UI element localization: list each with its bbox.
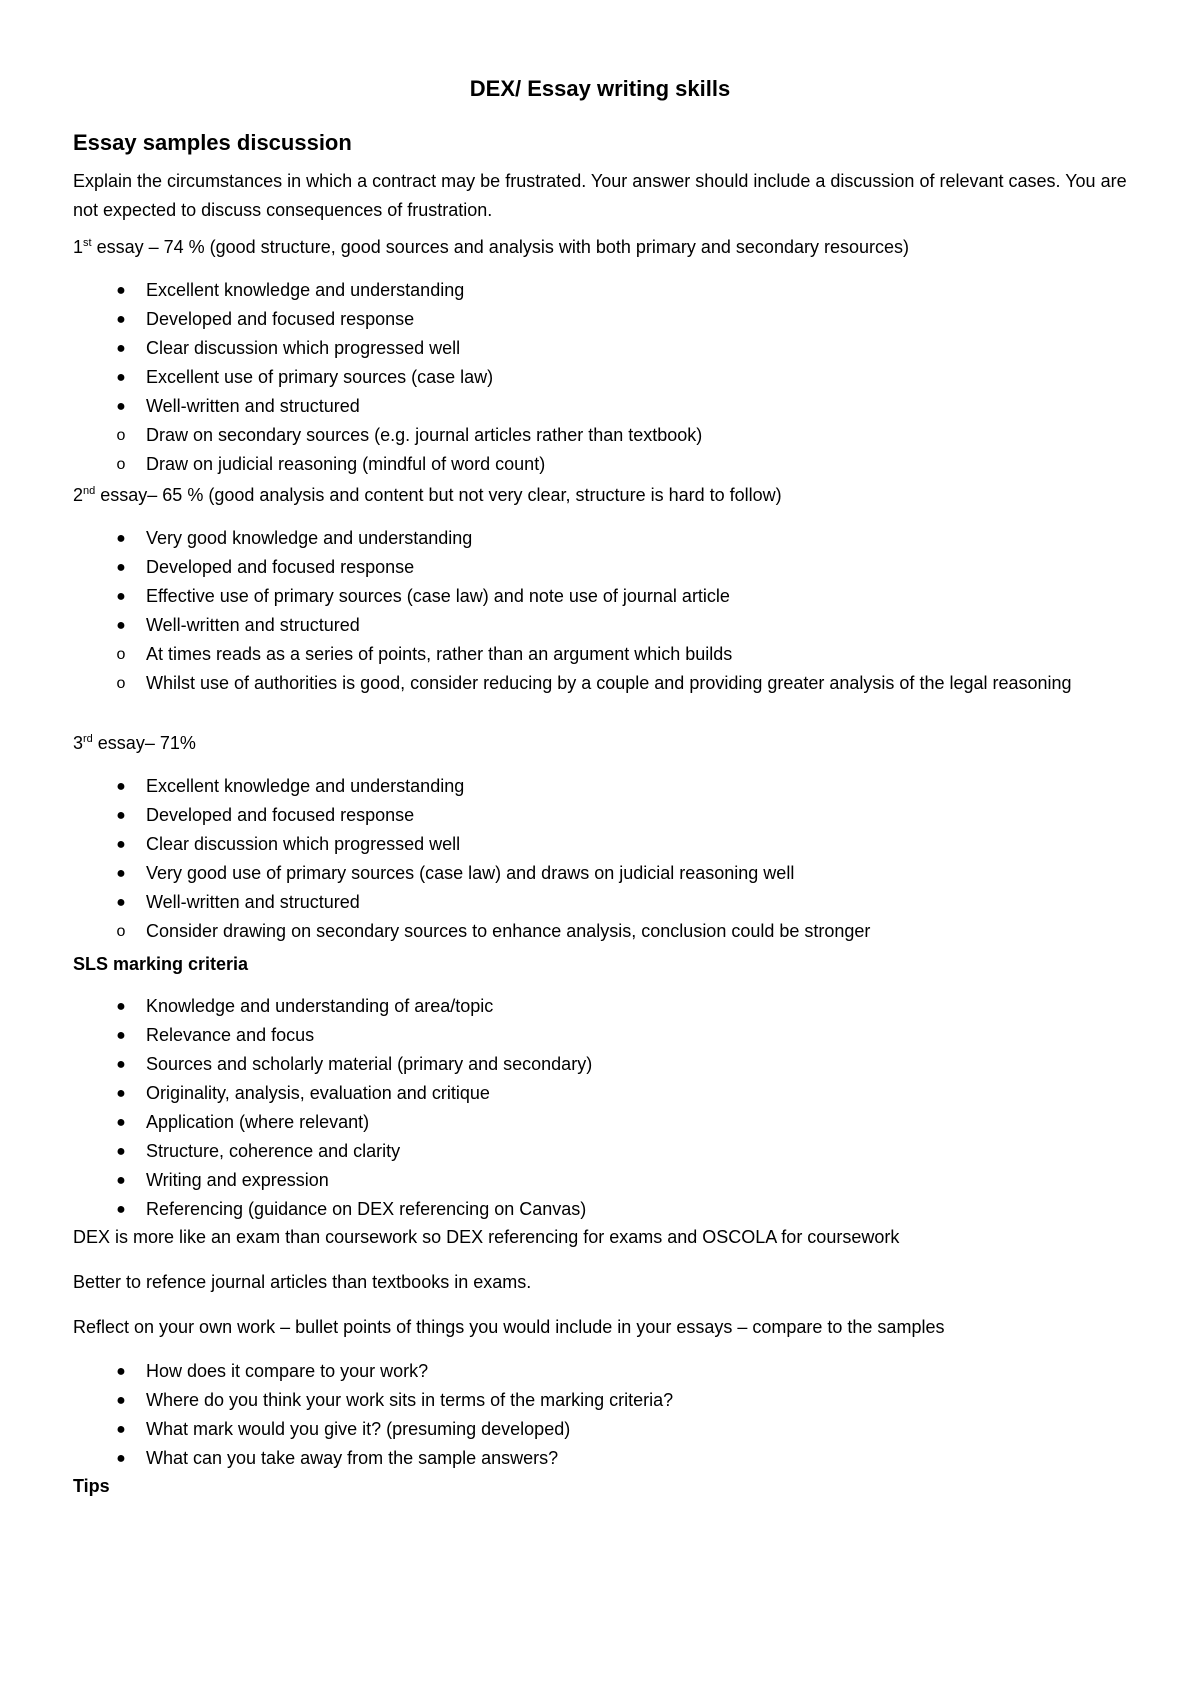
bullet-icon: ●	[116, 1450, 126, 1467]
list-item	[73, 582, 1133, 611]
list-item	[73, 669, 1133, 698]
list-item	[73, 772, 1133, 801]
list-item	[73, 1021, 1133, 1050]
bullet-icon: ●	[116, 1114, 126, 1131]
list-item	[73, 421, 1133, 450]
list-item	[73, 553, 1133, 582]
essay-1-points	[73, 276, 1133, 479]
list-item-text: Well-written and structured	[146, 615, 360, 635]
list-item-text: Relevance and focus	[146, 1025, 315, 1045]
bullet-icon: ●	[116, 559, 126, 576]
list-item-text: Whilst use of authorities is good, consider reducing by a couple and providing greater analysis of the legal reasoning	[146, 673, 1072, 693]
circle-bullet-icon: o	[116, 456, 126, 473]
list-item	[73, 859, 1133, 888]
section-heading: Essay samples discussion	[73, 130, 352, 155]
essay-1-summary-text: essay – 74 % (good structure, good sources and analysis with both primary and secondary resources)	[91, 237, 909, 257]
bullet-icon: ●	[116, 998, 126, 1015]
reflect-paragraph: Reflect on your own work – bullet points of things you would include in your essays – compare to the samples	[73, 1317, 945, 1337]
list-item	[73, 1386, 1133, 1415]
list-item	[73, 1357, 1133, 1386]
essay-2-summary	[73, 481, 1133, 510]
list-item-text: Well-written and structured	[146, 396, 360, 416]
list-item	[73, 392, 1133, 421]
list-item	[73, 1415, 1133, 1444]
bullet-icon: ●	[116, 865, 126, 882]
bullet-icon: ●	[116, 836, 126, 853]
list-item	[73, 1195, 1133, 1224]
essay-3-feedback	[73, 772, 1133, 946]
list-item-text: How does it compare to your work?	[146, 1361, 429, 1381]
bullet-icon: ●	[116, 282, 126, 299]
criteria-list	[73, 992, 1133, 1224]
list-item	[73, 640, 1133, 669]
list-item	[73, 524, 1133, 553]
reflect-questions	[73, 1357, 1133, 1473]
bullet-icon: ●	[116, 1056, 126, 1073]
list-item	[73, 1050, 1133, 1079]
bullet-icon: ●	[116, 369, 126, 386]
essay-1-ordinal: 1	[73, 237, 84, 257]
bullet-icon: ●	[116, 398, 126, 415]
list-item-text: Referencing (guidance on DEX referencing on Canvas)	[146, 1199, 587, 1219]
list-item	[73, 276, 1133, 305]
list-item-text: What mark would you give it? (presuming developed)	[146, 1419, 571, 1439]
list-item-text: Where do you think your work sits in terms of the marking criteria?	[146, 1390, 674, 1410]
list-item-text: Clear discussion which progressed well	[146, 834, 461, 854]
essay-3-summary	[73, 729, 1133, 758]
bullet-icon: ●	[116, 1392, 126, 1409]
reflect-questions-block	[73, 1357, 1133, 1473]
tips-heading: Tips	[73, 1476, 110, 1496]
criteria-heading: SLS marking criteria	[73, 954, 249, 974]
list-item	[73, 830, 1133, 859]
list-item-text: Well-written and structured	[146, 892, 360, 912]
list-item-text: Draw on secondary sources (e.g. journal articles rather than textbook)	[146, 425, 703, 445]
bullet-icon: ●	[116, 617, 126, 634]
circle-bullet-icon: o	[116, 923, 126, 940]
list-item	[73, 611, 1133, 640]
list-item-text: Effective use of primary sources (case law) and note use of journal article	[146, 586, 730, 606]
bullet-icon: ●	[116, 1201, 126, 1218]
list-item	[73, 1137, 1133, 1166]
list-item	[73, 1079, 1133, 1108]
essay-2-ordinal: 2	[73, 485, 84, 505]
list-item-text: Knowledge and understanding of area/topic	[146, 996, 494, 1016]
bullet-icon: ●	[116, 894, 126, 911]
bullet-icon: ●	[116, 1085, 126, 1102]
list-item-text: What can you take away from the sample answers?	[146, 1448, 559, 1468]
list-item-text: Application (where relevant)	[146, 1112, 370, 1132]
bullet-icon: ●	[116, 778, 126, 795]
circle-bullet-icon: o	[116, 646, 126, 663]
list-item	[73, 1166, 1133, 1195]
list-item	[73, 1444, 1133, 1473]
essay-3-summary-text: essay– 71%	[92, 733, 196, 753]
bullet-icon: ●	[116, 1027, 126, 1044]
bullet-icon: ●	[116, 807, 126, 824]
list-item	[73, 363, 1133, 392]
circle-bullet-icon: o	[116, 427, 126, 444]
list-item	[73, 1108, 1133, 1137]
list-item-text: Developed and focused response	[146, 309, 415, 329]
list-item-text: Structure, coherence and clarity	[146, 1141, 401, 1161]
bullet-icon: ●	[116, 1172, 126, 1189]
list-item	[73, 992, 1133, 1021]
list-item-text: Very good knowledge and understanding	[146, 528, 473, 548]
essay-2-feedback	[73, 524, 1133, 698]
bullet-icon: ●	[116, 1143, 126, 1160]
list-item-text: Sources and scholarly material (primary and secondary)	[146, 1054, 593, 1074]
list-item	[73, 334, 1133, 363]
list-item-text: At times reads as a series of points, rather than an argument which builds	[146, 644, 733, 664]
list-item-text: Draw on judicial reasoning (mindful of word count)	[146, 454, 546, 474]
list-item-text: Clear discussion which progressed well	[146, 338, 461, 358]
list-item-text: Excellent use of primary sources (case law)	[146, 367, 494, 387]
list-item	[73, 801, 1133, 830]
list-item	[73, 305, 1133, 334]
list-item-text: Writing and expression	[146, 1170, 329, 1190]
note-referencing: DEX is more like an exam than coursework so DEX referencing for exams and OSCOLA for coursework	[73, 1227, 900, 1247]
list-item-text: Consider drawing on secondary sources to enhance analysis, conclusion could be stronger	[146, 921, 871, 941]
circle-bullet-icon: o	[116, 675, 126, 692]
list-item-text: Excellent knowledge and understanding	[146, 280, 465, 300]
essay-3-ordinal: 3	[73, 733, 84, 753]
list-item	[73, 888, 1133, 917]
bullet-icon: ●	[116, 340, 126, 357]
list-item-text: Excellent knowledge and understanding	[146, 776, 465, 796]
list-item-text: Developed and focused response	[146, 805, 415, 825]
bullet-icon: ●	[116, 311, 126, 328]
note-journal-articles: Better to refence journal articles than textbooks in exams.	[73, 1272, 532, 1292]
list-item-text: Originality, analysis, evaluation and critique	[146, 1083, 490, 1103]
essay-1-summary	[73, 233, 1133, 262]
bullet-icon: ●	[116, 530, 126, 547]
essay-1-ordinal-suffix: st	[83, 237, 92, 249]
essay-3-ordinal-suffix: rd	[83, 733, 93, 745]
essay-1-feedback	[73, 276, 1133, 479]
question-paragraph: Explain the circumstances in which a contract may be frustrated. Your answer should include a discussion of relevant cases. You are not expected to discuss consequences of frustration.	[73, 171, 1127, 220]
bullet-icon: ●	[116, 1421, 126, 1438]
essay-2-summary-text: essay– 65 % (good analysis and content but not very clear, structure is hard to follow)	[95, 485, 782, 505]
bullet-icon: ●	[116, 1363, 126, 1380]
list-item-text: Developed and focused response	[146, 557, 415, 577]
bullet-icon: ●	[116, 588, 126, 605]
criteria-list-block	[73, 992, 1133, 1224]
document-title: DEX/ Essay writing skills	[469, 76, 731, 101]
essay-2-ordinal-suffix: nd	[83, 485, 96, 497]
essay-3-points	[73, 772, 1133, 946]
essay-2-points	[73, 524, 1133, 698]
list-item	[73, 450, 1133, 479]
list-item-text: Very good use of primary sources (case law) and draws on judicial reasoning well	[146, 863, 795, 883]
list-item	[73, 917, 1133, 946]
